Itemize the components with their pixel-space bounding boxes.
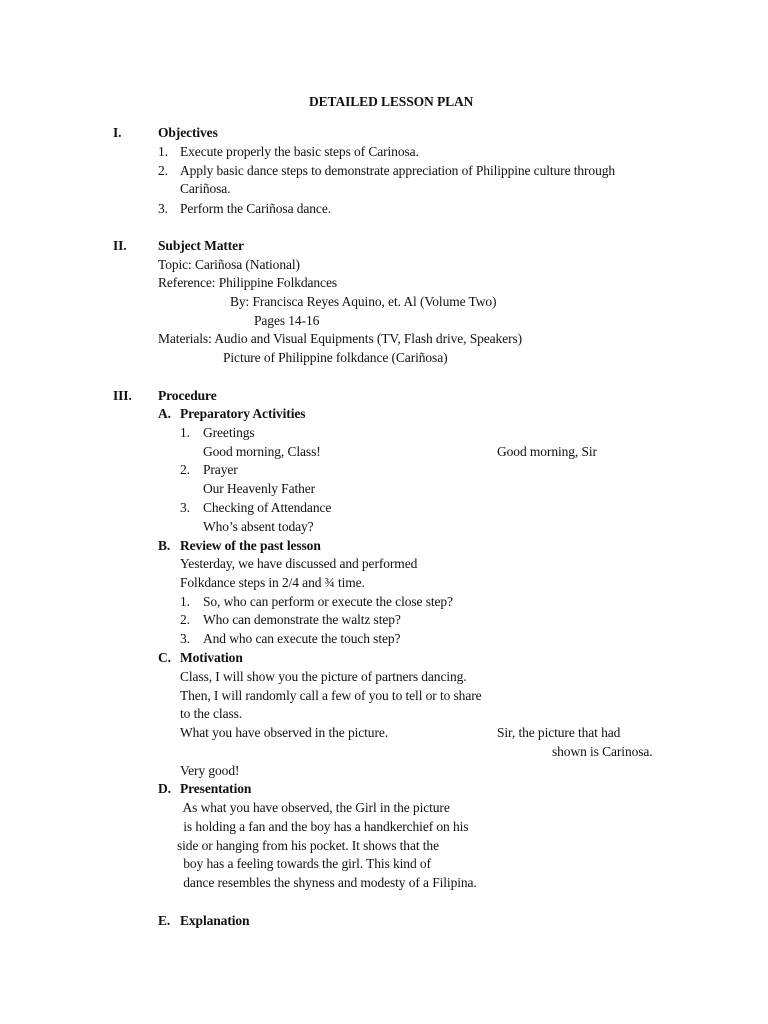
subsection-letter-c: C. — [158, 650, 171, 665]
objective-number: 1. — [158, 144, 168, 159]
student-response: Sir, the picture that had — [497, 725, 621, 740]
subsection-letter-a: A. — [158, 406, 171, 421]
section-heading-subject-matter: Subject Matter — [158, 238, 244, 253]
section-heading-procedure: Procedure — [158, 388, 217, 403]
subsection-heading-explanation: Explanation — [180, 913, 250, 928]
section-numeral-procedure: III. — [113, 388, 132, 403]
review-question: And who can execute the touch step? — [203, 631, 401, 646]
activity-number: 2. — [180, 462, 190, 477]
review-question-number: 1. — [180, 594, 190, 609]
section-numeral-objectives: I. — [113, 125, 122, 140]
activity-label-greetings: Greetings — [203, 425, 255, 440]
teacher-praise: Very good! — [180, 763, 240, 778]
subsection-letter-b: B. — [158, 538, 171, 553]
objective-text: Perform the Cariñosa dance. — [180, 201, 331, 216]
activity-label-prayer: Prayer — [203, 462, 238, 477]
review-question-number: 2. — [180, 612, 190, 627]
motivation-text-line: to the class. — [180, 706, 243, 721]
section-heading-objectives: Objectives — [158, 125, 218, 140]
author-line: By: Francisca Reyes Aquino, et. Al (Volume Two) — [230, 294, 497, 309]
objective-number: 3. — [158, 201, 168, 216]
review-text-line: Folkdance steps in 2/4 and ¾ time. — [180, 575, 365, 590]
topic-line: Topic: Cariñosa (National) — [158, 257, 300, 272]
objective-text: Execute properly the basic steps of Carinosa. — [180, 144, 419, 159]
activity-label-attendance: Checking of Attendance — [203, 500, 332, 515]
objective-number: 2. — [158, 163, 168, 178]
motivation-text-line: What you have observed in the picture. — [180, 725, 389, 740]
activity-number: 3. — [180, 500, 190, 515]
presentation-text-line: side or hanging from his pocket. It shows that the — [177, 838, 439, 853]
review-text-line: Yesterday, we have discussed and performed — [180, 556, 418, 571]
attendance-question: Who’s absent today? — [203, 519, 314, 534]
presentation-text-line: boy has a feeling towards the girl. This kind of — [180, 856, 431, 871]
motivation-text-line: Class, I will show you the picture of partners dancing. — [180, 669, 467, 684]
activity-number: 1. — [180, 425, 190, 440]
subsection-letter-d: D. — [158, 781, 171, 796]
student-greeting: Good morning, Sir — [497, 444, 597, 459]
document-title: DETAILED LESSON PLAN — [309, 94, 474, 109]
objective-text: Apply basic dance steps to demonstrate appreciation of Philippine culture through — [180, 163, 616, 178]
objective-text-continued: Cariñosa. — [180, 181, 231, 196]
subsection-heading-motivation: Motivation — [180, 650, 243, 665]
reference-line: Reference: Philippine Folkdances — [158, 275, 337, 290]
presentation-text-line: dance resembles the shyness and modesty of a Filipina. — [180, 875, 477, 890]
subsection-heading-preparatory: Preparatory Activities — [180, 406, 306, 421]
subsection-heading-presentation: Presentation — [180, 781, 252, 796]
materials-line-continued: Picture of Philippine folkdance (Cariñosa) — [223, 350, 448, 365]
motivation-text-line: Then, I will randomly call a few of you to tell or to share — [180, 688, 482, 703]
presentation-text-line: As what you have observed, the Girl in the picture — [180, 800, 450, 815]
prayer-text: Our Heavenly Father — [203, 481, 316, 496]
subsection-heading-review: Review of the past lesson — [180, 538, 321, 553]
review-question: Who can demonstrate the waltz step? — [203, 612, 401, 627]
teacher-greeting: Good morning, Class! — [203, 444, 321, 459]
materials-line: Materials: Audio and Visual Equipments (TV, Flash drive, Speakers) — [158, 331, 523, 346]
presentation-text-line: is holding a fan and the boy has a handkerchief on his — [180, 819, 469, 834]
review-question-number: 3. — [180, 631, 190, 646]
student-response-continued: shown is Carinosa. — [552, 744, 653, 759]
pages-line: Pages 14-16 — [254, 313, 320, 328]
review-question: So, who can perform or execute the close step? — [203, 594, 453, 609]
subsection-letter-e: E. — [158, 913, 171, 928]
section-numeral-subject-matter: II. — [113, 238, 127, 253]
